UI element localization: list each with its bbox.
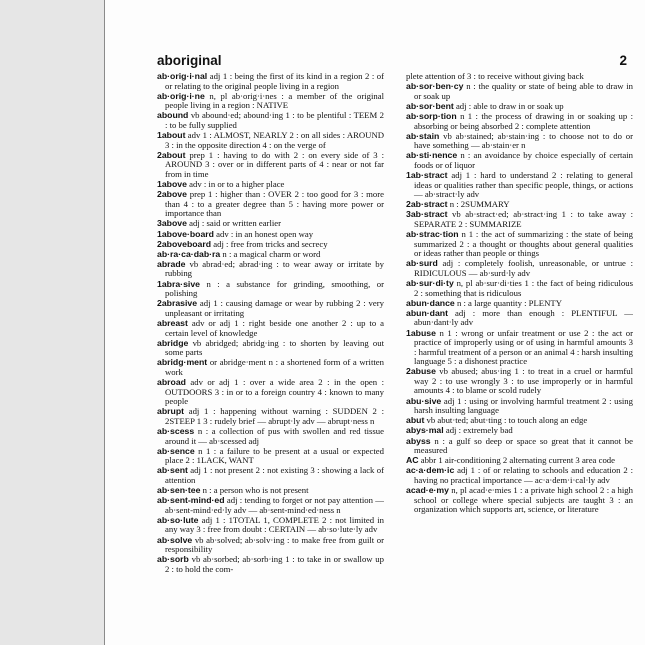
entry-definition: vb abused; abus·ing 1 : to treat in a cruel or harmful way 2 : to use wrongly 3 : to use improperly or in harmful amounts 4 : to blame or scold rudely (414, 366, 633, 396)
dictionary-entry (157, 339, 384, 358)
dictionary-entry (157, 536, 384, 555)
entry-definition: n : a collection of pus with swollen and red tissue around it — ab·scessed adj (165, 425, 384, 446)
entry-headword: abun·dant (406, 307, 448, 318)
entry-definition: n : a gulf so deep or space so great that it cannot be measured (414, 435, 633, 456)
entry-definition: adj 1 : of or relating to schools and education 2 : having no practical importance — ac·a·dem·i·cal·ly adv (414, 465, 633, 485)
entry-headword: abreast (157, 317, 188, 328)
entry-headword: ab·sorb (157, 554, 189, 565)
entry-headword: abridg·ment (157, 357, 208, 368)
entry-headword: ab·sent (157, 465, 188, 476)
entry-headword: ab·sent-mind·ed (157, 495, 225, 506)
dictionary-entry (157, 427, 384, 446)
dictionary-entry (157, 131, 384, 150)
dictionary-entry (157, 260, 384, 279)
entry-definition: n 1 : the act of summarizing : the state of being summarized 2 : a thought or thoughts about general qualities or ideas rather than people or things (414, 229, 633, 259)
dictionary-page (104, 0, 645, 645)
guide-word: aboriginal (157, 53, 222, 68)
dictionary-entry (157, 555, 384, 574)
entry-definition: adj : able to draw in or soak up (453, 100, 564, 111)
dictionary-entry (406, 259, 633, 278)
dictionary-entry (157, 516, 384, 535)
entry-headword: abroad (157, 377, 186, 388)
entry-definition: adj : tending to forget or not pay attention — ab·sent-mind·ed·ly adv — ab·sent-mind·ed·ness n (165, 495, 384, 515)
dictionary-entry (406, 72, 633, 82)
entry-definition: n, pl ab·sur·di·ties 1 : the fact of being ridiculous 2 : something that is ridiculous (414, 278, 633, 298)
entry-headword: acad·e·my (406, 485, 449, 496)
entry-headword: 2above (157, 189, 187, 200)
entry-headword: ab·ra·ca·dab·ra (157, 248, 221, 259)
entry-definition: abbr 1 air-conditioning 2 alternating current 3 area code (418, 455, 615, 466)
entry-definition: adv : in an honest open way (213, 228, 314, 239)
entry-headword: 2about (157, 149, 186, 160)
entry-headword: 1abuse (406, 327, 436, 338)
left-column (157, 72, 384, 575)
entry-headword: 2abrasive (157, 298, 198, 309)
entry-headword: 2aboveboard (157, 238, 212, 249)
dictionary-entry (406, 102, 633, 112)
entry-headword: abu·sive (406, 395, 442, 406)
entry-headword: 2abuse (406, 366, 436, 377)
dictionary-entry (406, 82, 633, 101)
entry-headword: AC (406, 455, 419, 466)
entry-headword: ab·orig·i·nal (157, 71, 208, 81)
dictionary-entry (157, 486, 384, 496)
entry-headword: ab·stain (406, 130, 440, 141)
entry-headword: ab·surd (406, 258, 438, 269)
entry-definition: n 1 : the process of drawing in or soaking up : absorbing or being absorbed 2 : complete attention (414, 110, 633, 131)
dictionary-entry (157, 190, 384, 219)
dictionary-entry (406, 416, 633, 426)
entry-definition: n 1 : wrong or unfair treatment or use 2 : the act or practice of improperly using or of using in harmful amounts 3 : harmful treatment of a person or an animal 4 : harsh insulting language 5 : a dishonest practice (414, 327, 633, 367)
dictionary-entry (406, 309, 633, 328)
entry-definition: prep 1 : having to do with 2 : on every side of 3 : AROUND 3 : over or in different parts of 4 : near or not far from in time (165, 149, 384, 179)
entry-definition: adj : said or written earlier (186, 218, 282, 229)
dictionary-entry (157, 378, 384, 407)
entry-headword: ab·sor·ben·cy (406, 81, 464, 92)
dictionary-entry (157, 230, 384, 240)
entry-definition: adj : completely foolish, unreasonable, or untrue : RIDICULOUS — ab·surd·ly adv (414, 258, 633, 278)
dictionary-entry (157, 180, 384, 190)
dictionary-entry (406, 171, 633, 200)
entry-headword: ab·so·lute (157, 514, 199, 525)
entry-headword: abrade (157, 258, 186, 269)
entry-definition: adj : extremely bad (443, 425, 513, 436)
dictionary-entry (157, 319, 384, 338)
dictionary-entry (157, 250, 384, 260)
entry-headword: ab·sur·di·ty (406, 278, 454, 289)
entry-definition: vb abound·ed; abound·ing 1 : to be plentiful : TEEM 2 : to be fully supplied (165, 110, 384, 130)
entry-definition: adj 1 : hard to understand 2 : relating to general ideas or qualities rather than specific people, things, or actions — ab·stract·ly adv (414, 170, 633, 200)
entry-definition: vb abridged; abridg·ing : to shorten by leaving out some parts (165, 337, 384, 358)
entry-definition: vb abut·ted; abut·ting : to touch along an edge (424, 415, 588, 426)
entry-headword: 1abra·sive (157, 278, 200, 289)
dictionary-entry (406, 279, 633, 298)
entry-headword: ab·orig·i·ne (157, 90, 205, 101)
dictionary-entry (157, 407, 384, 426)
entry-definition: adv or adj 1 : right beside one another 2 : up to a certain level of knowledge (165, 317, 384, 338)
dictionary-entry (406, 426, 633, 436)
entry-definition: adj 1 : happening without warning : SUDDEN 2 : 2STEEP 1 3 : rudely brief — abrupt·ly adv — abrupt·ness n (165, 406, 384, 426)
entry-definition: vb ab·stained; ab·stain·ing : to choose not to do or have something — ab·stain·er n (414, 130, 633, 151)
entry-definition: or abridge·ment n : a shortened form of a written work (165, 357, 384, 377)
entry-definition: adj : more than enough : PLENTIFUL — abun·dant·ly adv (414, 307, 633, 328)
entry-definition: adj 1 : using or involving harmful treatment 2 : using harsh insulting language (414, 395, 633, 416)
entry-definition: vb ab·sorbed; ab·sorb·ing 1 : to take in or swallow up 2 : to hold the com- (165, 554, 384, 574)
entry-definition: adv 1 : ALMOST, NEARLY 2 : on all sides : AROUND 3 : in the opposite direction 4 : on the verge of (165, 130, 384, 150)
page-number: 2 (619, 53, 627, 68)
entry-definition: n : 2SUMMARY (447, 199, 510, 210)
entry-headword: ab·solve (157, 534, 193, 545)
dictionary-entry (157, 496, 384, 515)
entry-headword: ab·sti·nence (406, 150, 458, 161)
entry-headword: ab·sorp·tion (406, 110, 457, 121)
dictionary-entry (157, 358, 384, 377)
dictionary-entry (157, 92, 384, 111)
entry-headword: abyss (406, 435, 431, 446)
entry-headword: 3ab·stract (406, 209, 448, 220)
entry-definition: n, pl ab·orig·i·nes : a member of the original people living in a region : NATIVE (165, 90, 384, 111)
dictionary-entry (157, 280, 384, 299)
entry-definition: adj 1 : being the first of its kind in a region 2 : of or relating to the original people living in a region (165, 71, 384, 91)
page-edge-line (104, 0, 105, 645)
dictionary-entry (406, 486, 633, 515)
entry-headword: ab·sor·bent (406, 100, 454, 111)
dictionary-entry (406, 132, 633, 151)
entry-headword: 1above·board (157, 228, 214, 239)
entry-definition: n : a person who is not present (200, 485, 309, 496)
page-header (157, 53, 633, 69)
entry-headword: ab·sence (157, 445, 195, 456)
entry-definition: vb ab·solved; ab·solv·ing : to make free from guilt or responsibility (165, 534, 384, 555)
entry-headword: abrupt (157, 406, 185, 417)
dictionary-entry (157, 111, 384, 130)
dictionary-entry (157, 466, 384, 485)
dictionary-entry (406, 437, 633, 456)
dictionary-entry (157, 151, 384, 180)
entry-definition: adv : in or to a higher place (186, 178, 285, 189)
dictionary-entry (157, 447, 384, 466)
entry-headword: abound (157, 110, 189, 121)
dictionary-entry (406, 299, 633, 309)
entry-definition: adj 1 : not present 2 : not existing 3 : showing a lack of attention (165, 465, 384, 485)
dictionary-entry (406, 397, 633, 416)
entry-headword: ab·scess (157, 425, 195, 436)
entry-definition: n : a large quantity : PLENTY (454, 297, 562, 308)
dictionary-entry (406, 329, 633, 367)
entry-headword: 1about (157, 130, 186, 141)
entry-headword: abut (406, 415, 425, 426)
dictionary-entry (406, 112, 633, 131)
dictionary-entry (406, 230, 633, 259)
dictionary-entry (406, 466, 633, 485)
entry-definition: n : an avoidance by choice especially of certain foods or of liquor (414, 150, 633, 170)
entry-definition: n : a magical charm or word (220, 248, 321, 259)
dictionary-entry (157, 72, 384, 91)
entry-definition: adv or adj 1 : over a wide area 2 : in the open : OUTDOORS 3 : in or to a foreign country 4 : known to many people (165, 377, 384, 407)
entry-headword: ac·a·dem·ic (406, 465, 455, 476)
entry-definition: plete attention of 3 : to receive without giving back (406, 71, 584, 81)
entry-definition: vb abrad·ed; abrad·ing : to wear away or irritate by rubbing (165, 258, 384, 279)
dictionary-entry (406, 210, 633, 229)
entry-headword: abridge (157, 337, 189, 348)
entry-definition: vb ab·stract·ed; ab·stract·ing 1 : to take away : SEPARATE 2 : SUMMARIZE (414, 209, 633, 229)
entry-headword: 1ab·stract (406, 170, 448, 181)
dictionary-entry (406, 456, 633, 466)
entry-headword: ab·strac·tion (406, 229, 459, 240)
entry-headword: 2ab·stract (406, 199, 448, 210)
entry-headword: abys·mal (406, 425, 444, 436)
dictionary-entry (406, 367, 633, 396)
dictionary-entry (406, 151, 633, 170)
entry-definition: adj : free from tricks and secrecy (211, 238, 328, 249)
entry-definition: n, pl acad·e·mies 1 : a private high school 2 : a high school or college where special subjects are taught 3 : an organization which supports art, science, or literature (414, 485, 633, 515)
entry-definition: n : the quality or state of being able to draw in or soak up (414, 81, 633, 101)
entry-definition: adj 1 : causing damage or wear by rubbing 2 : very unpleasant or irritating (165, 298, 384, 318)
entry-headword: 1above (157, 178, 187, 189)
dictionary-entry (157, 299, 384, 318)
entry-headword: ab·sen·tee (157, 485, 201, 496)
dictionary-entry (157, 219, 384, 229)
entry-headword: 3above (157, 218, 187, 229)
entry-definition: n 1 : a failure to be present at a usual or expected place 2 : 1LACK, WANT (165, 445, 384, 466)
dictionary-entry (406, 200, 633, 210)
right-column (406, 72, 633, 515)
dictionary-entry (157, 240, 384, 250)
entry-definition: adj 1 : 1TOTAL 1, COMPLETE 2 : not limited in any way 3 : free from doubt : CERTAIN — ab·so·lute·ly adv (165, 514, 384, 535)
entry-definition: prep 1 : higher than : OVER 2 : too good for 3 : more than 4 : to a greater degree than 5 : having more power or importance than (165, 189, 384, 219)
entry-definition: n : a substance for grinding, smoothing, or polishing (165, 278, 384, 299)
entry-headword: abun·dance (406, 297, 455, 308)
